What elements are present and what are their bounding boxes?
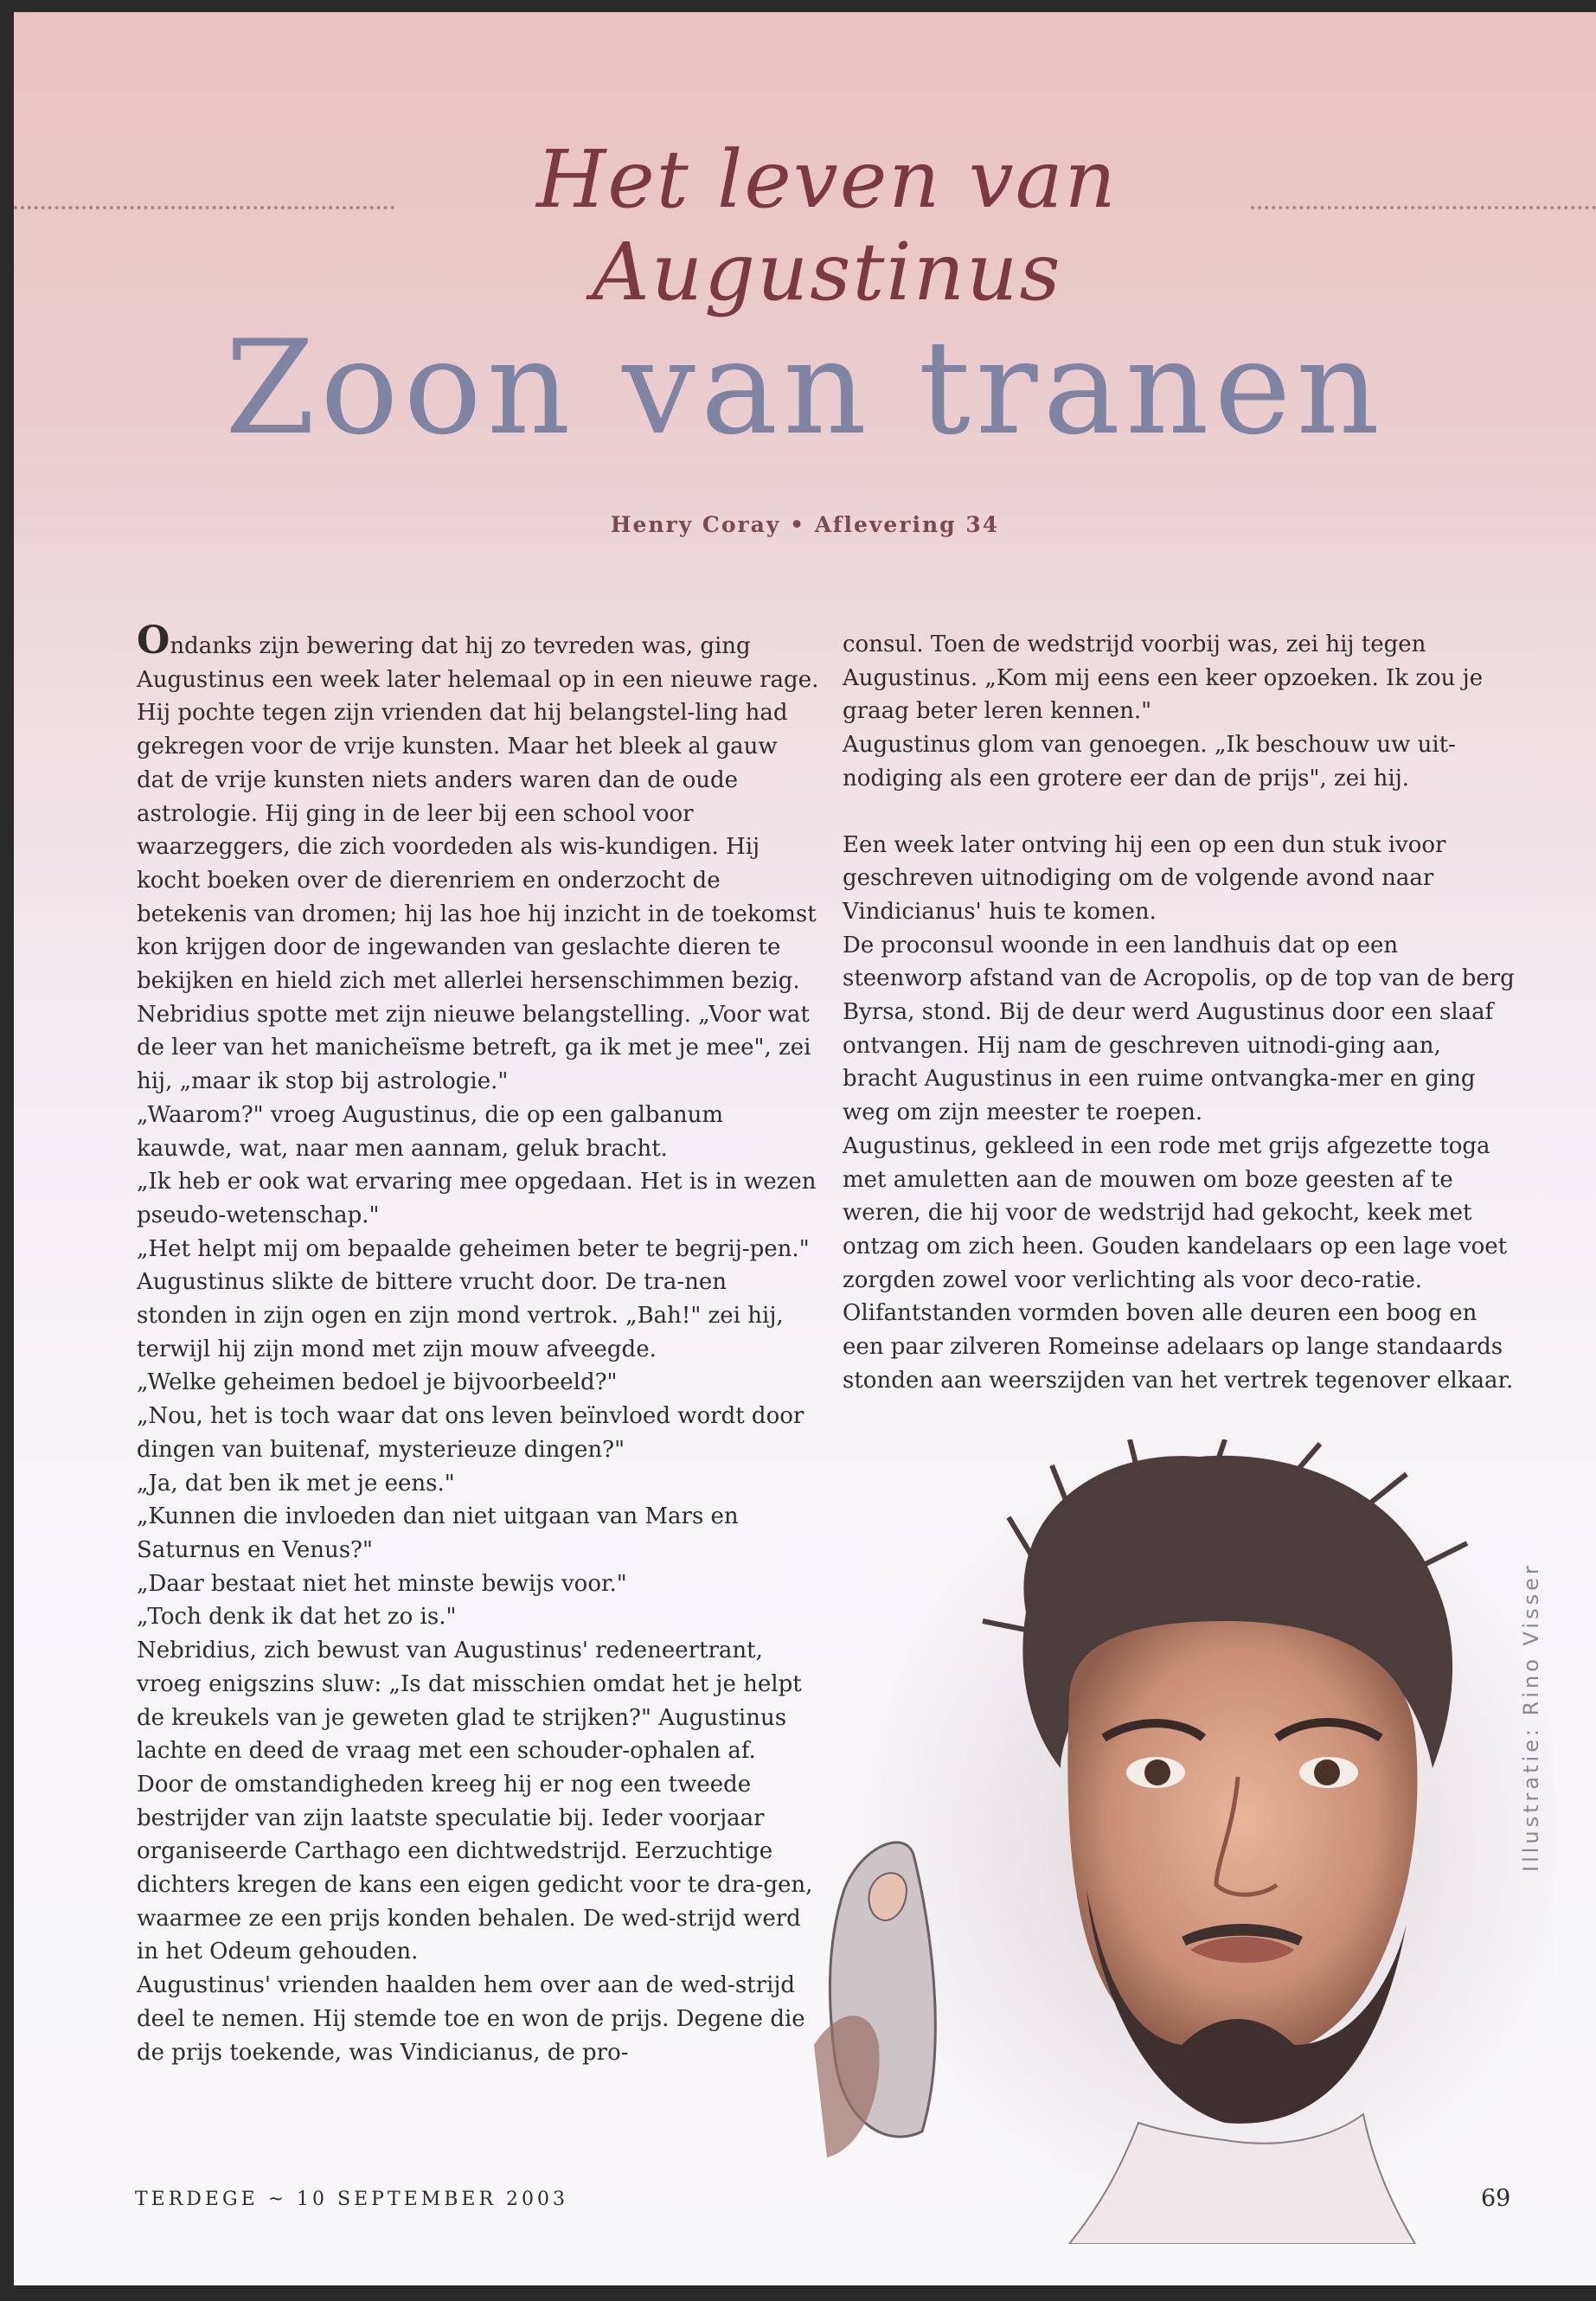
magazine-page (14, 12, 1596, 2285)
paragraph: „Ik heb er ook wat ervaring mee opgedaan. Het is in wezen pseudo-wetenschap." (137, 1169, 817, 1228)
footer-publication: TERDEGE ~ 10 SEPTEMBER 2003 (135, 2189, 569, 2210)
byline: Henry Coray • Aflevering 34 (610, 512, 1000, 537)
paragraph: consul. Toen de wedstrijd voorbij was, zei hij tegen Augustinus. „Kom mij eens een keer opzoeken. Ik zou je graag beter leren kennen." (843, 631, 1484, 725)
page-number: 69 (1481, 2185, 1511, 2212)
drop-cap: O (137, 619, 170, 663)
series-title: Het leven van Augustinus (536, 133, 1118, 318)
dotted-rule-left (14, 206, 394, 209)
paragraph: Augustinus' vrienden haalden hem over aan de wed-strijd deel te nemen. Hij stemde toe en won de prijs. Degene die de prijs toekende, was Vindicianus, de pro- (137, 1972, 805, 2066)
paragraph: „Waarom?" vroeg Augustinus, die op een galbanum kauwde, wat, naar men aannam, geluk bracht. (137, 1101, 724, 1162)
illustration-credit: Illustratie: Rino Visser (1519, 1562, 1543, 1872)
paragraph-text: ndanks zijn bewering dat hij zo tevreden was, ging Augustinus een week later helemaal op in een nieuwe rage. Hij pochte tegen zijn vrienden dat hij belangstel-ling had gekregen voor de vrije kunsten. Maar het bleek al gauw dat de vrije kunsten niets anders waren dan de oude astrologie. Hij ging in de leer bij een school voor waarzeggers, die zich voordeden als wis-kundigen. Hij kocht boeken over de dierenriem en onderzocht de betekenis van dromen; hij las hoe hij inzicht in de toekomst kon krijgen door de ingewanden van geslachte dieren te bekijken en hield zich met allerlei hersenschimmen bezig. (137, 633, 819, 995)
paragraph: „Nou, het is toch waar dat ons leven beïnvloed wordt door dingen van buitenaf, mysterieuze dingen?" (137, 1403, 804, 1463)
paragraph: „Kunnen die invloeden dan niet uitgaan van Mars en Saturnus en Venus?" (137, 1503, 739, 1563)
paragraph: „Welke geheimen bedoel je bijvoorbeeld?" (137, 1369, 618, 1396)
right-column (843, 628, 1517, 1397)
paragraph: „Toch denk ik dat het zo is." (137, 1604, 457, 1631)
left-column (137, 619, 820, 2069)
paragraph: Een week later ontving hij een op een dun stuk ivoor geschreven uitnodiging om de volgende avond naar Vindicianus' huis te komen. (843, 831, 1446, 925)
paragraph: De proconsul woonde in een landhuis dat op een steenworp afstand van de Acropolis, op de top van de berg Byrsa, stond. Bij de deur werd Augustinus door een slaaf ontvangen. Hij nam de geschreven uitnodi-ging aan, bracht Augustinus in een ruime ontvangka-mer en ging weg om zijn meester te roepen. (843, 932, 1515, 1126)
paragraph: Door de omstandigheden kreeg hij er nog een tweede bestrijder van zijn laatste speculatie bij. Ieder voorjaar organiseerde Carthago een dichtwedstrijd. Eerzuchtige dichters kregen de kans een eigen gedicht voor te dra-gen, waarmee ze een prijs konden behalen. De wed-strijd werd in het Odeum gehouden. (137, 1771, 813, 1965)
page-title: Zoon van tranen (225, 313, 1385, 464)
paragraph: Nebridius spotte met zijn nieuwe belangstelling. „Voor wat de leer van het manicheïsme betreft, ga ik met je mee", zei hij, „maar ik stop bij astrologie." (137, 1001, 811, 1095)
paragraph: „Het helpt mij om bepaalde geheimen beter te begrij-pen." Augustinus slikte de bittere vrucht door. De tra-nen stonden in zijn ogen en zijn mond vertrok. „Bah!" zei hij, terwijl hij zijn mond met zijn mouw afveegde. (137, 1235, 810, 1362)
paragraph: Nebridius, zich bewust van Augustinus' redeneertrant, vroeg enigszins sluw: „Is dat misschien omdat het je helpt de kreukels van je geweten glad te strijken?" Augustinus lachte en deed de vraag met een schouder-ophalen af. (137, 1638, 802, 1765)
augustinus-portrait-illustration (810, 1439, 1554, 2244)
paragraph: „Ja, dat ben ik met je eens." (137, 1470, 455, 1497)
dotted-rule-right (1251, 206, 1596, 209)
paragraph: Augustinus, gekleed in een rode met grijs afgezette toga met amuletten aan de mouwen om boze geesten af te weren, die hij voor de wedstrijd had gekocht, keek met ontzag om zich heen. Gouden kandelaars op een lage voet zorgden zowel voor verlichting als voor deco-ratie. Olifantstanden vormden boven alle deuren een boog en een paar zilveren Romeinse adelaars op lange standaards stonden aan weerszijden van het vertrek tegenover elkaar. (843, 1132, 1514, 1394)
paragraph: „Daar bestaat niet het minste bewijs voor." (137, 1570, 627, 1597)
paragraph (137, 619, 820, 998)
paragraph: Augustinus glom van genoegen. „Ik beschouw uw uit-nodiging als een grotere eer dan de prijs", zei hij. (843, 732, 1456, 792)
